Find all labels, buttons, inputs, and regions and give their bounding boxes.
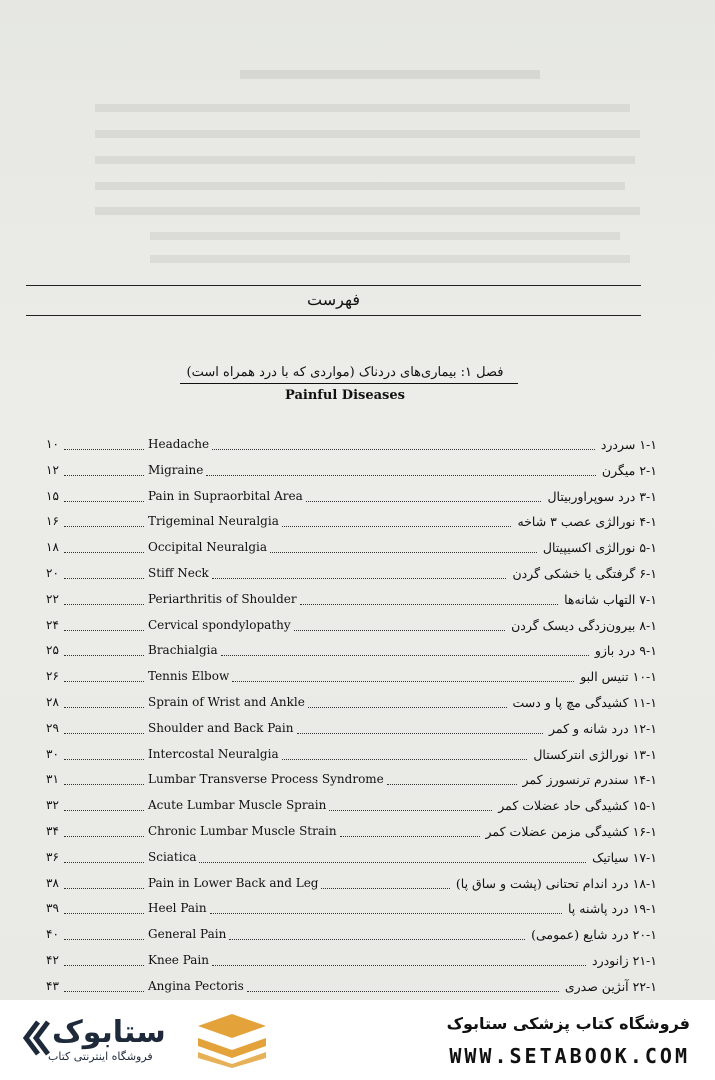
- toc-entry-number: ۱۲-۱: [632, 720, 657, 736]
- toc-entry-title-fa-text: کشیدگی مزمن عضلات کمر: [485, 824, 629, 839]
- toc-entry-title-fa-text: درد شانه و کمر: [548, 720, 629, 736]
- toc-entry-page: ۱۰: [46, 437, 59, 451]
- toc-entry: [0, 979, 715, 1000]
- toc-entry-page: ۱۵: [46, 488, 59, 503]
- leader-dots: [64, 913, 144, 914]
- leader-dots: [206, 475, 596, 476]
- toc-entry-title-fa: [547, 489, 657, 504]
- title-bottom-rule: [26, 315, 641, 316]
- toc-entry-number: ۳-۱: [639, 488, 657, 504]
- toc-entry: [0, 901, 715, 927]
- toc-entry-title-fa: [512, 566, 657, 581]
- toc-entry-title-en: Pain in Lower Back and Leg: [148, 875, 319, 890]
- toc-entry-title-fa: [592, 850, 657, 865]
- toc-entry-title-en: Heel Pain: [148, 901, 207, 916]
- leader-dots: [64, 939, 144, 940]
- toc-entry: [0, 824, 715, 850]
- chapter-heading-en: Painful Diseases: [285, 388, 405, 403]
- toc-entry-title-fa-text: کشیدگی حاد عضلات کمر: [498, 798, 629, 814]
- leader-dots: [64, 733, 144, 734]
- toc-entry-number: ۱۶-۱: [632, 824, 657, 839]
- toc-entry: [0, 695, 715, 721]
- toc-entry-title-en: Shoulder and Back Pain: [148, 720, 294, 735]
- leader-dots: [64, 991, 144, 992]
- toc-entry-title-fa: [517, 514, 657, 529]
- toc-entry-page: ۳۲: [46, 798, 59, 813]
- bleed-through-text: [0, 0, 715, 290]
- toc-entry-title-fa: [580, 669, 657, 684]
- toc-entry-title-fa: [543, 540, 657, 555]
- toc-entry-page: ۳۴: [46, 824, 59, 838]
- toc-entry: [0, 514, 715, 540]
- toc-entry: [0, 772, 715, 798]
- toc-entry-number: ۲۱-۱: [632, 953, 657, 968]
- leader-dots: [64, 784, 144, 785]
- leader-dots: [64, 475, 144, 476]
- leader-dots: [321, 888, 450, 889]
- leader-dots: [282, 526, 511, 527]
- toc-entry-title-en: Tennis Elbow: [148, 669, 230, 684]
- leader-dots: [64, 655, 144, 656]
- toc-entry: [0, 463, 715, 489]
- leader-dots: [300, 604, 558, 605]
- leader-dots: [64, 681, 144, 682]
- toc-entry-title-en: Stiff Neck: [148, 566, 209, 580]
- toc-entry-title-en: Trigeminal Neuralgia: [148, 514, 279, 529]
- toc-entry-number: ۱-۱: [639, 437, 657, 452]
- leader-dots: [64, 836, 144, 837]
- toc-entry-title-fa: [565, 979, 657, 994]
- toc-entry-page: ۲۴: [46, 617, 59, 632]
- toc-entry-number: ۴-۱: [639, 514, 657, 530]
- toc-entry: [0, 592, 715, 618]
- toc-entry-title-fa-text: نورالژی اکسیپیتال: [542, 540, 636, 556]
- toc-entry-page: ۱۲: [46, 462, 59, 477]
- leader-dots: [64, 759, 144, 760]
- leader-dots: [212, 965, 586, 966]
- toc-entry-title-en: Periarthritis of Shoulder: [148, 591, 297, 606]
- toc-entry-number: ۱۵-۱: [632, 798, 657, 814]
- logo-wordmark: ستابوک: [52, 1015, 166, 1050]
- toc-entry-page: ۱۶: [46, 514, 59, 529]
- chevrons-icon: [22, 1018, 50, 1058]
- chapter-heading-underline: [180, 383, 518, 384]
- leader-dots: [64, 630, 144, 631]
- toc-entry-title-en: Intercostal Neuralgia: [148, 746, 279, 761]
- toc-entry: [0, 721, 715, 747]
- leader-dots: [210, 913, 562, 914]
- toc-entry-number: ۱۱-۱: [632, 695, 657, 710]
- leader-dots: [64, 965, 144, 966]
- toc-entry-title-fa-text: گرفتگی یا خشکی گردن: [512, 566, 636, 581]
- publisher-logo: [22, 1012, 272, 1072]
- toc-entry-title-fa-text: کشیدگی مچ پا و دست: [512, 695, 629, 710]
- toc-entry-page: ۲۲: [46, 591, 59, 606]
- toc-entry: [0, 566, 715, 592]
- toc-entry-title-fa: [498, 798, 657, 813]
- toc-entry-number: ۷-۱: [639, 591, 657, 607]
- toc-entry-number: ۵-۱: [639, 540, 657, 556]
- toc-entry-title-en: Cervical spondylopathy: [148, 617, 291, 632]
- toc-entry-number: ۲۰-۱: [632, 927, 657, 943]
- leader-dots: [64, 604, 144, 605]
- logo-subtitle: فروشگاه اینترنتی کتاب: [48, 1050, 153, 1063]
- leader-dots: [329, 810, 492, 811]
- toc-entry: [0, 927, 715, 953]
- leader-dots: [247, 991, 559, 992]
- book-stack-icon: [192, 1012, 272, 1068]
- toc-title: فهرست: [307, 290, 360, 309]
- leader-dots: [387, 784, 517, 785]
- toc-entry-title-en: General Pain: [148, 927, 227, 942]
- toc-entry-title-fa-text: بیرون‌زدگی دیسک گردن: [511, 617, 636, 633]
- toc-entry-number: ۱۹-۱: [632, 901, 657, 917]
- toc-entry-title-en: Sciatica: [148, 849, 197, 864]
- toc-entry-title-en: Chronic Lumbar Muscle Strain: [148, 824, 337, 838]
- toc-entry: [0, 953, 715, 979]
- toc-entry-number: ۱۸-۱: [632, 875, 657, 891]
- toc-entry-number: ۲۲-۱: [632, 978, 657, 994]
- toc-entry-number: ۱۴-۱: [632, 772, 657, 788]
- toc-entry-title-fa: [511, 618, 657, 633]
- leader-dots: [221, 655, 589, 656]
- toc-entry-title-fa-text: سیاتیک: [592, 849, 629, 865]
- toc-entry-title-fa: [549, 721, 657, 736]
- toc-entry-title-fa-text: درد بازو: [594, 643, 636, 659]
- publisher-footer: [0, 1000, 715, 1080]
- toc-entry-number: ۱۳-۱: [632, 746, 657, 762]
- leader-dots: [64, 578, 144, 579]
- toc-entry: [0, 798, 715, 824]
- leader-dots: [199, 862, 586, 863]
- toc-entry-page: ۲۰: [46, 566, 59, 580]
- leader-dots: [212, 449, 595, 450]
- leader-dots: [64, 707, 144, 708]
- toc-entry-title-fa-text: تنیس البو: [580, 669, 629, 685]
- toc-entry: [0, 540, 715, 566]
- toc-entry-title-en: Headache: [148, 437, 210, 451]
- toc-entry-title-fa: [564, 592, 657, 607]
- toc-entry-number: ۱۷-۱: [632, 849, 657, 865]
- toc-entry-page: ۴۰: [46, 927, 59, 942]
- toc-entry-title-fa: [595, 643, 657, 658]
- leader-dots: [64, 810, 144, 811]
- title-top-rule: [26, 285, 641, 286]
- leader-dots: [270, 552, 537, 553]
- toc-entry-title-fa-text: میگرن: [601, 462, 636, 478]
- toc-entry-title-fa-text: درد پاشنه پا: [568, 901, 629, 917]
- toc-entry-title-en: Knee Pain: [148, 953, 209, 967]
- leader-dots: [297, 733, 543, 734]
- leader-dots: [64, 501, 144, 502]
- toc-entry-page: ۴۲: [46, 953, 59, 967]
- leader-dots: [64, 449, 144, 450]
- toc-entry-title-fa-text: سردرد: [600, 437, 636, 452]
- toc-entry-page: ۳۶: [46, 849, 59, 864]
- leader-dots: [282, 759, 527, 760]
- toc-entry: [0, 643, 715, 669]
- toc-entry-page: ۲۵: [46, 643, 59, 658]
- leader-dots: [306, 501, 541, 502]
- store-url[interactable]: WWW.SETABOOK.COM: [449, 1044, 690, 1068]
- toc-entry-number: ۱۰-۱: [632, 669, 657, 685]
- toc-entry-title-en: Sprain of Wrist and Ankle: [148, 695, 305, 709]
- toc-entry-title-en: Lumbar Transverse Process Syndrome: [148, 772, 384, 787]
- toc-entry-title-en: Brachialgia: [148, 643, 218, 658]
- toc-entry: [0, 850, 715, 876]
- toc-entry-title-en: Migraine: [148, 462, 204, 477]
- toc-entry-title-fa-text: سندرم ترنسورز کمر: [522, 772, 629, 788]
- toc-entry-title-fa: [601, 437, 657, 452]
- toc-entry: [0, 669, 715, 695]
- leader-dots: [229, 939, 525, 940]
- toc-entry-title-fa: [456, 876, 657, 891]
- toc-entry-page: ۲۸: [46, 695, 59, 709]
- toc-entry-title-en: Acute Lumbar Muscle Sprain: [148, 798, 327, 813]
- toc-entry-title-fa: [602, 463, 657, 478]
- toc-entry-page: ۳۹: [46, 901, 59, 916]
- toc-entry-title-fa: [568, 901, 657, 916]
- leader-dots: [64, 862, 144, 863]
- leader-dots: [64, 552, 144, 553]
- toc-entry-number: ۶-۱: [639, 566, 657, 581]
- toc-entry-title-fa-text: درد شایع (عمومی): [531, 927, 629, 943]
- leader-dots: [308, 707, 507, 708]
- toc-entry: [0, 876, 715, 902]
- leader-dots: [232, 681, 574, 682]
- toc-entry-title-fa-text: التهاب شانه‌ها: [564, 591, 636, 607]
- toc-entry-title-fa: [486, 824, 658, 839]
- toc-entry: [0, 489, 715, 515]
- toc-entry-title-fa: [523, 772, 658, 787]
- toc-entry-page: ۲۶: [46, 669, 59, 684]
- toc-entry-title-fa: [592, 953, 657, 968]
- leader-dots: [64, 888, 144, 889]
- toc-entry: [0, 437, 715, 463]
- toc-entry-page: ۳۱: [46, 772, 59, 787]
- toc-entry-number: ۲-۱: [639, 462, 657, 478]
- leader-dots: [340, 836, 480, 837]
- toc-entry-title-fa: [513, 695, 657, 710]
- toc-entry-title-fa-text: آنژین صدری: [564, 978, 629, 994]
- toc-entry: [0, 747, 715, 773]
- chapter-heading-fa: فصل ۱: بیماری‌های دردناک (مواردی که با درد همراه است): [186, 365, 504, 380]
- toc-entry-title-en: Occipital Neuralgia: [148, 540, 267, 555]
- toc-entry-title-fa-text: نورالژی انترکستال: [533, 746, 629, 762]
- toc-entry-page: ۱۸: [46, 540, 59, 555]
- leader-dots: [64, 526, 144, 527]
- toc-entry-title-fa-text: درد اندام تحتانی (پشت و ساق پا): [455, 875, 629, 891]
- toc-entry-page: ۲۹: [46, 720, 59, 735]
- toc-entry-number: ۸-۱: [639, 617, 657, 633]
- toc-entry-title-fa-text: زانودرد: [592, 953, 629, 968]
- toc-entry-title-en: Pain in Supraorbital Area: [148, 488, 303, 503]
- store-name: فروشگاه کتاب پزشکی ستابوک: [446, 1014, 690, 1033]
- toc-entry-title-fa: [533, 747, 657, 762]
- leader-dots: [212, 578, 506, 579]
- toc-entry-title-fa-text: نورالژی عصب ۳ شاخه: [517, 514, 636, 530]
- toc-entry-page: ۳۸: [46, 875, 59, 890]
- toc-entry-title-en: Angina Pectoris: [148, 978, 244, 993]
- leader-dots: [294, 630, 505, 631]
- toc-entry: [0, 618, 715, 644]
- toc-entry-page: ۴۳: [46, 978, 59, 993]
- toc-entry-title-fa: [531, 927, 657, 942]
- toc-entry-title-fa-text: درد سوپراوربیتال: [547, 488, 636, 504]
- toc-entry-page: ۳۰: [46, 746, 59, 761]
- toc-entry-number: ۹-۱: [639, 643, 657, 659]
